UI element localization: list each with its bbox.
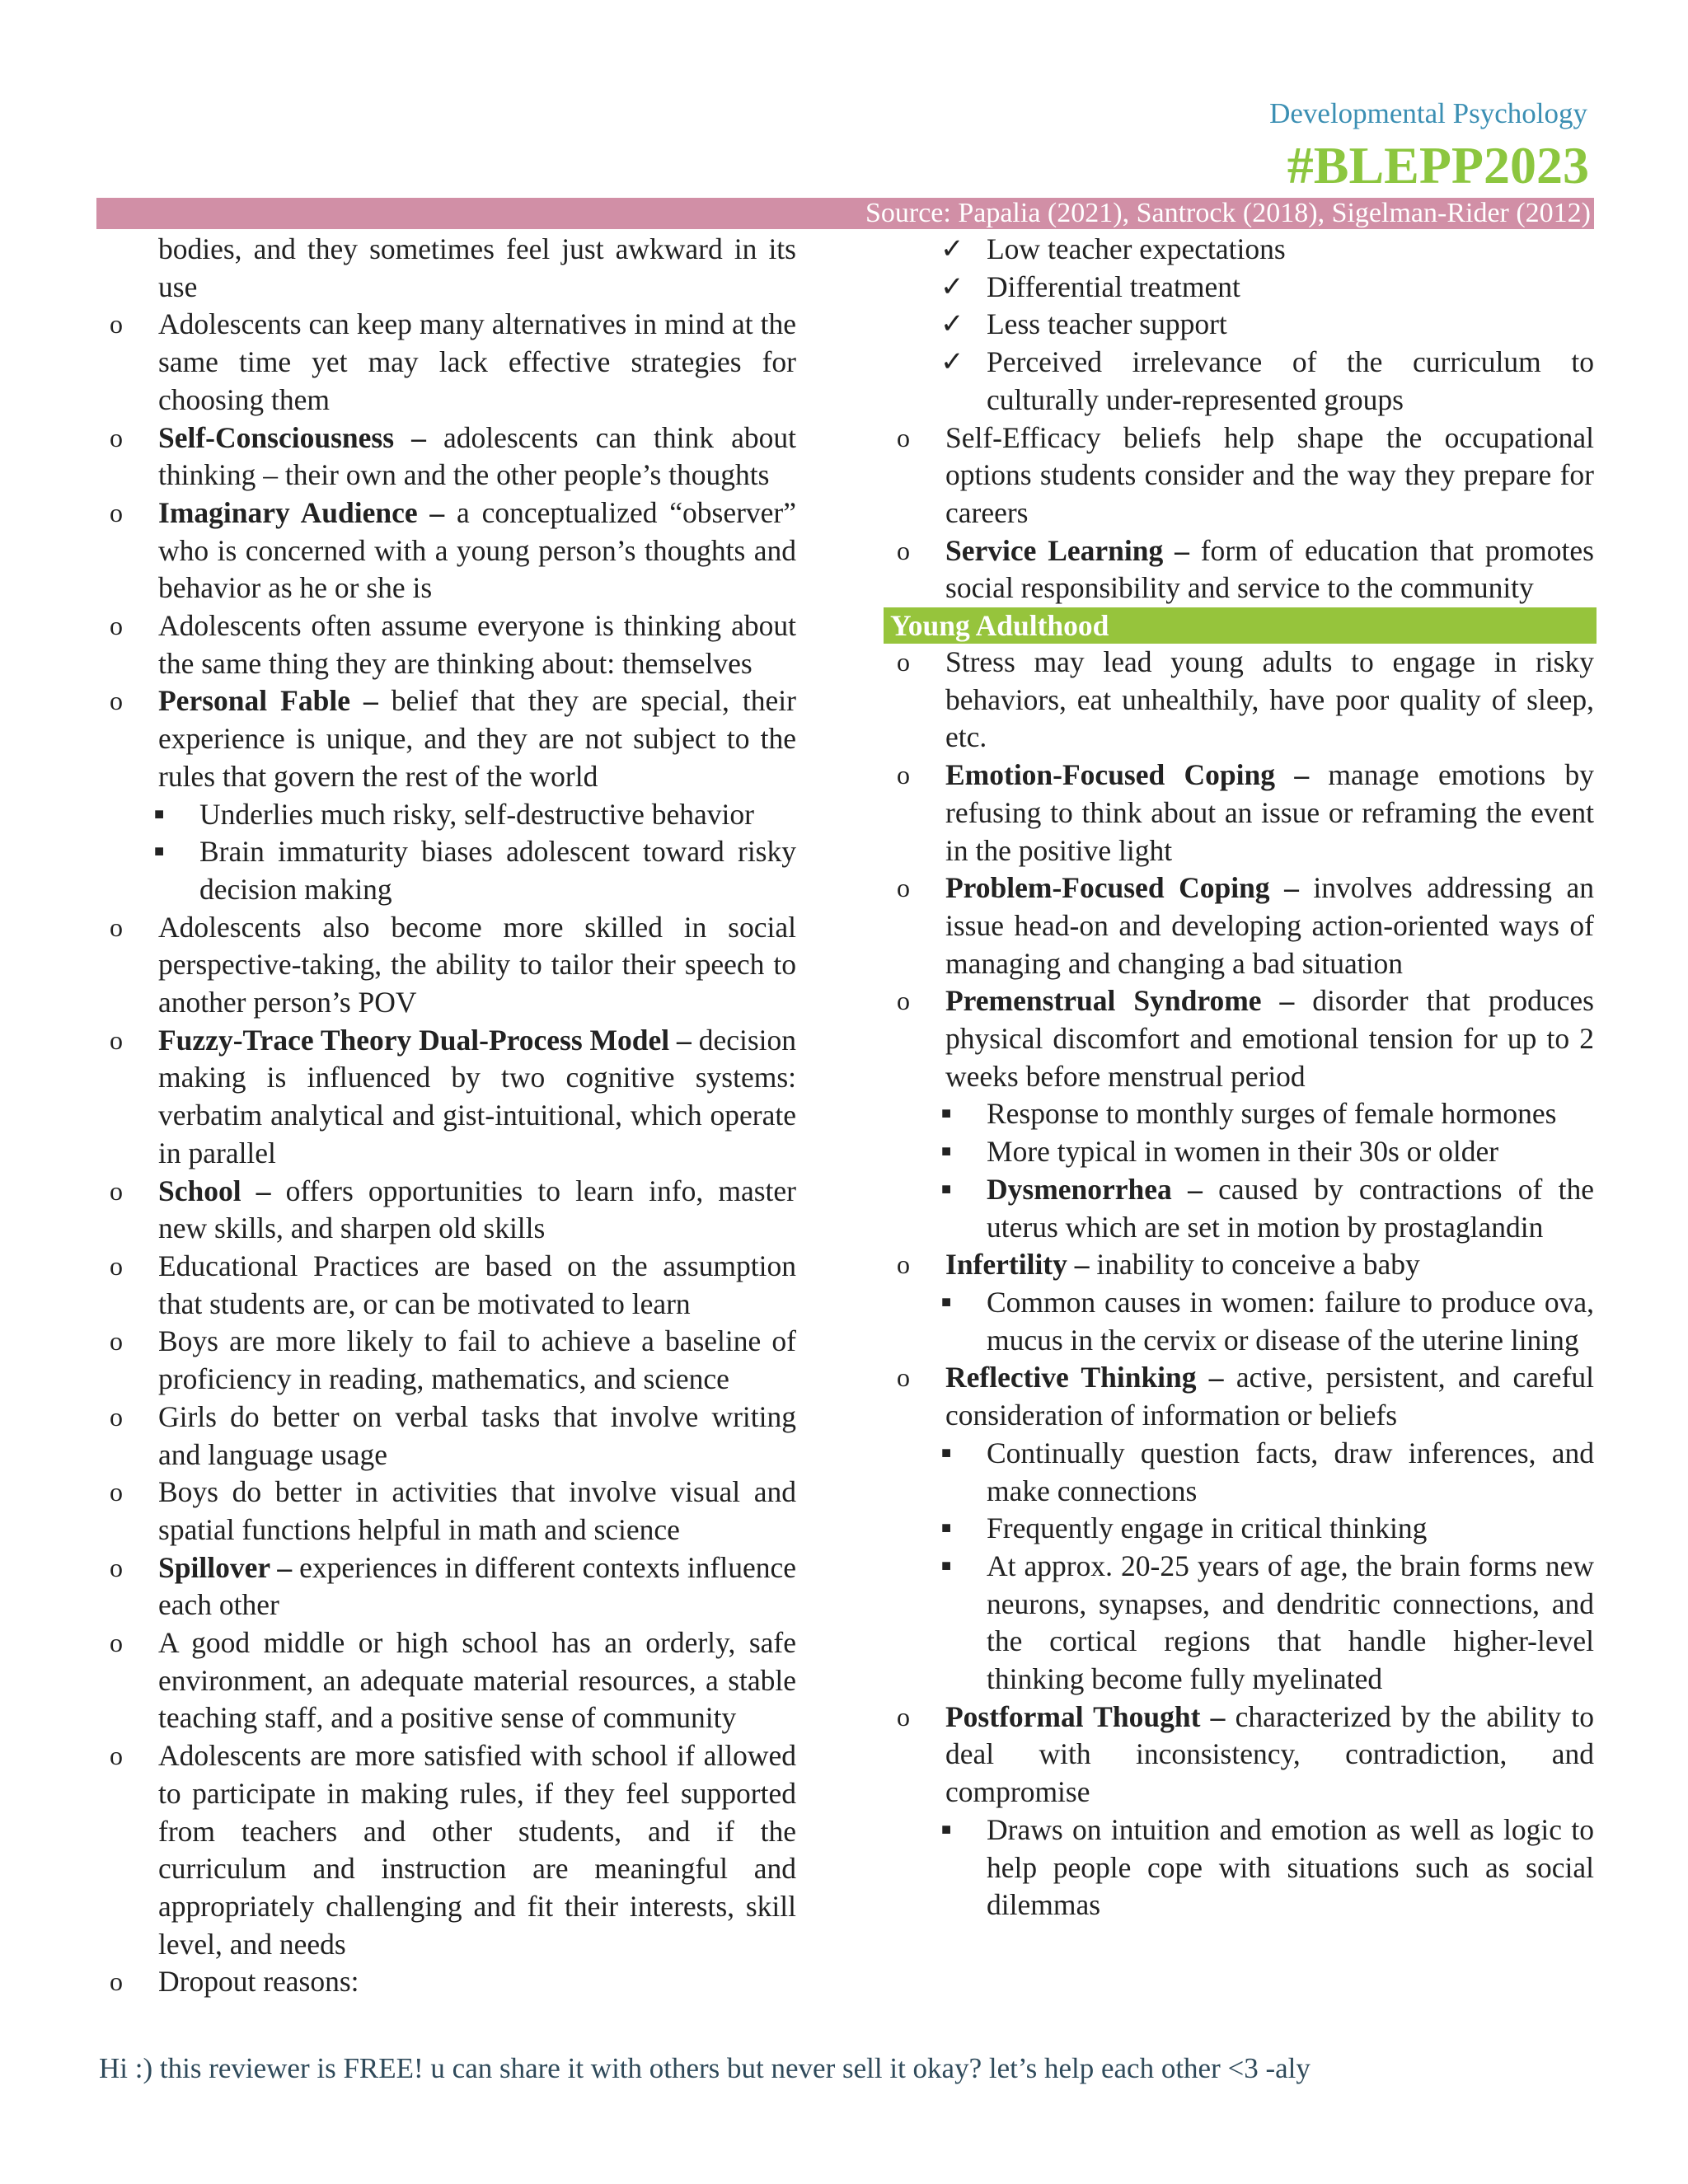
circle-bullet-icon: o [897,873,910,903]
circle-bullet-icon: o [110,611,123,641]
continued-text: bodies, and they sometimes feel just awkward in its use [158,232,796,303]
source-banner: Source: Papalia (2021), Santrock (2018), Sigelman-Rider (2012) [96,198,1594,229]
term-label: Dysmenorrhea – [987,1172,1203,1206]
list-item: o Self-Consciousness – adolescents can think about thinking – their own and the other people’s thoughts [110,420,796,492]
check-list-item: ✓ Low teacher expectations [886,231,1594,269]
square-bullet-icon: ■ [941,1820,952,1839]
circle-bullet-icon: o [897,1701,910,1732]
list-item: o Adolescents are more satisfied with school if allowed to participate in making rules, if they feel supported from teachers and other students, and if the curriculum and instruction are meaningful and appropriately challenging and fit their interests, skill level, and needs [110,1739,796,1961]
list-item: o Adolescents also become more skilled in social perspective-taking, the ability to tailor their speech to another person’s POV [110,910,796,1019]
circle-bullet-icon: o [110,912,123,942]
circle-bullet-icon: o [110,1552,123,1582]
circle-bullet-icon: o [110,1024,123,1055]
term-label: Imaginary Audience – [158,495,445,529]
circle-bullet-icon: o [897,986,910,1016]
circle-bullet-icon: o [897,535,910,565]
term-label: Premenstrual Syndrome – [945,984,1295,1018]
circle-bullet-icon: o [110,686,123,716]
circle-bullet-icon: o [110,1628,123,1658]
sub-list-item: ■ More typical in women in their 30s or older [886,1133,1594,1171]
square-bullet-icon: ■ [941,1292,952,1311]
list-item: o Self-Efficacy beliefs help shape the occupational options students consider and the way they prepare for careers [897,420,1594,529]
list-item: o Postformal Thought – characterized by the ability to deal with inconsistency, contradiction, and compromise [897,1699,1594,1809]
checkmark-icon: ✓ [940,234,964,265]
term-label: Service Learning – [945,533,1189,567]
document-subject: Developmental Psychology [1269,97,1587,129]
square-bullet-icon: ■ [941,1179,952,1198]
list-item: o Girls do better on verbal tasks that involve writing and language usage [110,1399,796,1471]
list-item: o Adolescents often assume everyone is thinking about the same thing they are thinking about: themselves [110,609,796,680]
term-label: Self-Consciousness – [158,420,426,454]
left-column [99,231,796,2001]
term-label: Postformal Thought – [945,1699,1226,1733]
sub-list-item: ■ Brain immaturity biases adolescent toward risky decision making [154,835,796,906]
sub-list-item: ■ At approx. 20-25 years of age, the brain forms new neurons, synapses, and dendritic connections, and the cortical regions that handle higher-level thinking become fully myelinated [941,1549,1594,1696]
circle-bullet-icon: o [110,309,123,340]
circle-bullet-icon: o [110,422,123,452]
term-label: Emotion-Focused Coping – [945,758,1310,792]
circle-bullet-icon: o [897,1249,910,1280]
circle-bullet-icon: o [110,1966,123,1997]
sub-list-item: ■ Response to monthly surges of female hormones [886,1095,1594,1133]
square-bullet-icon: ■ [941,1142,952,1161]
square-bullet-icon: ■ [941,1104,952,1123]
sub-list-item: ■ Continually question facts, draw inferences, and make connections [941,1436,1594,1507]
list-item: o Infertility – inability to conceive a baby [886,1246,1594,1284]
list-item: o Imaginary Audience – a conceptualized “observer” who is concerned with a young person’s thoughts and behavior as he or she is [110,495,797,605]
circle-bullet-icon: o [110,1175,123,1206]
circle-bullet-icon: o [897,422,910,452]
check-list-item: ✓ Less teacher support [886,306,1594,344]
circle-bullet-icon: o [897,647,910,677]
document-title: #BLEPP2023 [1287,136,1589,194]
list-item: o Premenstrual Syndrome – disorder that produces physical discomfort and emotional tension for up to 2 weeks before menstrual period [897,984,1594,1093]
term-label: Reflective Thinking – [945,1361,1224,1394]
square-bullet-icon: ■ [941,1519,952,1538]
square-bullet-icon: ■ [941,1443,952,1462]
sub-list-item: ■ Draws on intuition and emotion as well as logic to help people cope with situations such as social dilemmas [941,1812,1594,1922]
list-item: o Service Learning – form of education that promotes social responsibility and service to the community [897,533,1594,605]
footer-note: Hi :) this reviewer is FREE! u can share it with others but never sell it okay? let’s help each other <3 -aly [99,2052,1311,2084]
square-bullet-icon: ■ [941,1556,952,1575]
circle-bullet-icon: o [110,497,123,527]
sub-list-item: ■ Dysmenorrhea – caused by contractions of the uterus which are set in motion by prostaglandin [941,1172,1594,1244]
term-label: Spillover – [158,1550,293,1584]
check-list-item: ✓ Perceived irrelevance of the curriculum to culturally under-represented groups [940,345,1594,416]
list-item: o Emotion-Focused Coping – manage emotions by refusing to think about an issue or reframing the event in the positive light [897,758,1594,867]
sub-list-item: ■ Common causes in women: failure to produce ova, mucus in the cervix or disease of the uterine lining [941,1285,1594,1357]
list-item: o Dropout reasons: [99,1963,796,2001]
list-item: o School – offers opportunities to learn info, master new skills, and sharpen old skills [110,1174,796,1245]
list-item: o Adolescents can keep many alternatives in mind at the same time yet may lack effective strategies for choosing them [110,307,796,416]
circle-bullet-icon: o [110,1741,123,1771]
circle-bullet-icon: o [110,1326,123,1357]
list-item: o Spillover – experiences in different contexts influence each other [110,1550,796,1622]
list-item: o Fuzzy-Trace Theory Dual-Process Model – decision making is influenced by two cognitive systems: verbatim analytical and gist-intuitional, which operate in parallel [110,1023,797,1169]
circle-bullet-icon: o [110,1401,123,1432]
list-item: o Problem-Focused Coping – involves addressing an issue head-on and developing action-oriented ways of managing and changing a bad situation [897,871,1594,980]
term-label: Personal Fable – [158,684,378,718]
circle-bullet-icon: o [110,1477,123,1507]
list-item: o Reflective Thinking – active, persistent, and careful consideration of information or beliefs [897,1361,1594,1432]
right-column [886,231,1594,1924]
checkmark-icon: ✓ [940,309,964,340]
square-bullet-icon: ■ [154,842,165,861]
circle-bullet-icon: o [110,1250,123,1281]
list-item: o A good middle or high school has an orderly, safe environment, an adequate material resources, a stable teaching staff, and a positive sense of community [110,1626,796,1735]
checkmark-icon: ✓ [940,271,964,302]
checkmark-icon: ✓ [940,347,964,378]
check-list-item: ✓ Differential treatment [886,269,1594,307]
list-item: o Educational Practices are based on the assumption that students are, or can be motivated to learn [110,1249,796,1320]
sub-list-item: ■ Underlies much risky, self-destructive behavior [99,796,796,834]
sub-list-item: ■ Frequently engage in critical thinking [886,1510,1594,1548]
list-item: o Stress may lead young adults to engage in risky behaviors, eat unhealthily, have poor quality of sleep, etc. [897,645,1594,754]
square-bullet-icon: ■ [154,804,165,823]
list-item: o Boys do better in activities that involve visual and spatial functions helpful in math and science [110,1475,796,1546]
term-label: School – [158,1174,271,1207]
term-label: Problem-Focused Coping – [945,871,1299,905]
list-item: o Personal Fable – belief that they are special, their experience is unique, and they are not subject to the rules that govern the rest of the world [110,684,796,793]
list-item: o Boys are more likely to fail to achieve a baseline of proficiency in reading, mathematics, and science [110,1324,796,1396]
circle-bullet-icon: o [897,760,910,790]
term-label: Infertility – [945,1248,1090,1282]
term-label: Fuzzy-Trace Theory Dual-Process Model – [158,1023,692,1057]
section-heading: Young Adulthood [884,607,1597,644]
circle-bullet-icon: o [897,1362,910,1393]
